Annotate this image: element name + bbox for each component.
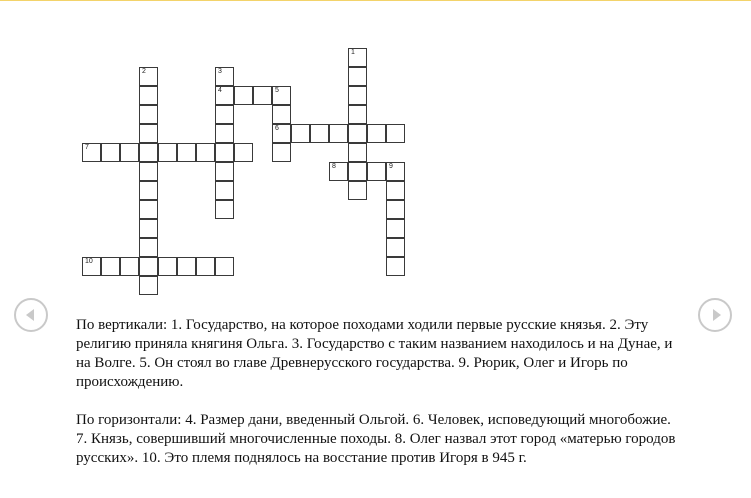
crossword-cell[interactable] [272,105,291,124]
chevron-left-icon [26,309,34,321]
crossword-cell[interactable] [291,124,310,143]
crossword-cell[interactable] [101,257,120,276]
crossword-cell[interactable] [348,162,367,181]
crossword-cell[interactable] [253,86,272,105]
crossword-cell[interactable] [101,143,120,162]
crossword-cell[interactable] [139,276,158,295]
crossword-cell[interactable] [348,124,367,143]
crossword-cell[interactable] [139,124,158,143]
crossword-cell[interactable] [139,143,158,162]
crossword-cell[interactable] [139,67,158,86]
crossword-cell[interactable] [386,124,405,143]
clue-number: 8 [332,163,336,170]
crossword-cell[interactable] [272,143,291,162]
crossword-cell[interactable] [272,86,291,105]
crossword-cell[interactable] [272,124,291,143]
crossword-cell[interactable] [215,86,234,105]
crossword-cell[interactable] [177,143,196,162]
crossword-cell[interactable] [386,219,405,238]
crossword-cell[interactable] [139,200,158,219]
crossword-cell[interactable] [139,219,158,238]
crossword-cell[interactable] [139,238,158,257]
crossword-cell[interactable] [120,143,139,162]
prev-button[interactable] [14,298,48,332]
clue-number: 10 [85,258,93,265]
crossword-cell[interactable] [139,162,158,181]
crossword-cell[interactable] [215,162,234,181]
crossword-cell[interactable] [386,200,405,219]
crossword-cell[interactable] [348,181,367,200]
crossword-cell[interactable] [158,257,177,276]
clue-number: 3 [218,68,222,75]
horizontal-clues: По горизонтали: 4. Размер дани, введенный Ольгой. 6. Человек, исповедующий многобожие. 7. Князь, совершивший многочисленные походы. 8. Олег назвал этот город «матерью городов русских». 10. Это племя поднялось на восстание против Игоря в 945 г. [76,412,676,466]
vertical-clues: По вертикали: 1. Государство, на которое походами ходили первые русские князья. 2. Эту религию приняла княгиня Ольга. 3. Государство с таким названием находилось и на Дунае, и на Волге. 5. Он стоял во главе Древнерусского государства. 9. Рюрик, Олег и Игорь по происхождению. [76,317,673,390]
crossword-cell[interactable] [139,181,158,200]
crossword-cell[interactable] [348,48,367,67]
crossword-cell[interactable] [215,257,234,276]
crossword-cell[interactable] [348,67,367,86]
crossword-cell[interactable] [139,257,158,276]
clue-number: 7 [85,144,89,151]
crossword-cell[interactable] [215,181,234,200]
crossword-cell[interactable] [139,105,158,124]
clue-number: 6 [275,125,279,132]
clue-number: 5 [275,87,279,94]
crossword-cell[interactable] [215,124,234,143]
crossword-cell[interactable] [177,257,196,276]
crossword-cell[interactable] [215,200,234,219]
crossword-cell[interactable] [348,86,367,105]
crossword-cell[interactable] [386,162,405,181]
crossword-cell[interactable] [310,124,329,143]
crossword-cell[interactable] [234,86,253,105]
crossword-cell[interactable] [348,143,367,162]
crossword-cell[interactable] [329,162,348,181]
crossword-cell[interactable] [120,257,139,276]
crossword-cell[interactable] [82,143,101,162]
crossword-cell[interactable] [386,238,405,257]
crossword-cell[interactable] [158,143,177,162]
clue-number: 4 [218,87,222,94]
crossword-cell[interactable] [386,181,405,200]
crossword-cell[interactable] [196,257,215,276]
clue-number: 1 [351,49,355,56]
crossword-cell[interactable] [215,67,234,86]
clues-text [76,316,681,468]
crossword-cell[interactable] [348,105,367,124]
crossword-cell[interactable] [215,143,234,162]
crossword-cell[interactable] [367,162,386,181]
crossword-cell[interactable] [196,143,215,162]
clue-number: 9 [389,163,393,170]
crossword-cell[interactable] [367,124,386,143]
crossword-cell[interactable] [139,86,158,105]
clue-number: 2 [142,68,146,75]
chevron-right-icon [713,309,721,321]
crossword-cell[interactable] [215,105,234,124]
next-button[interactable] [698,298,732,332]
crossword-cell[interactable] [386,257,405,276]
crossword-cell[interactable] [329,124,348,143]
crossword-cell[interactable] [234,143,253,162]
crossword-cell[interactable] [82,257,101,276]
